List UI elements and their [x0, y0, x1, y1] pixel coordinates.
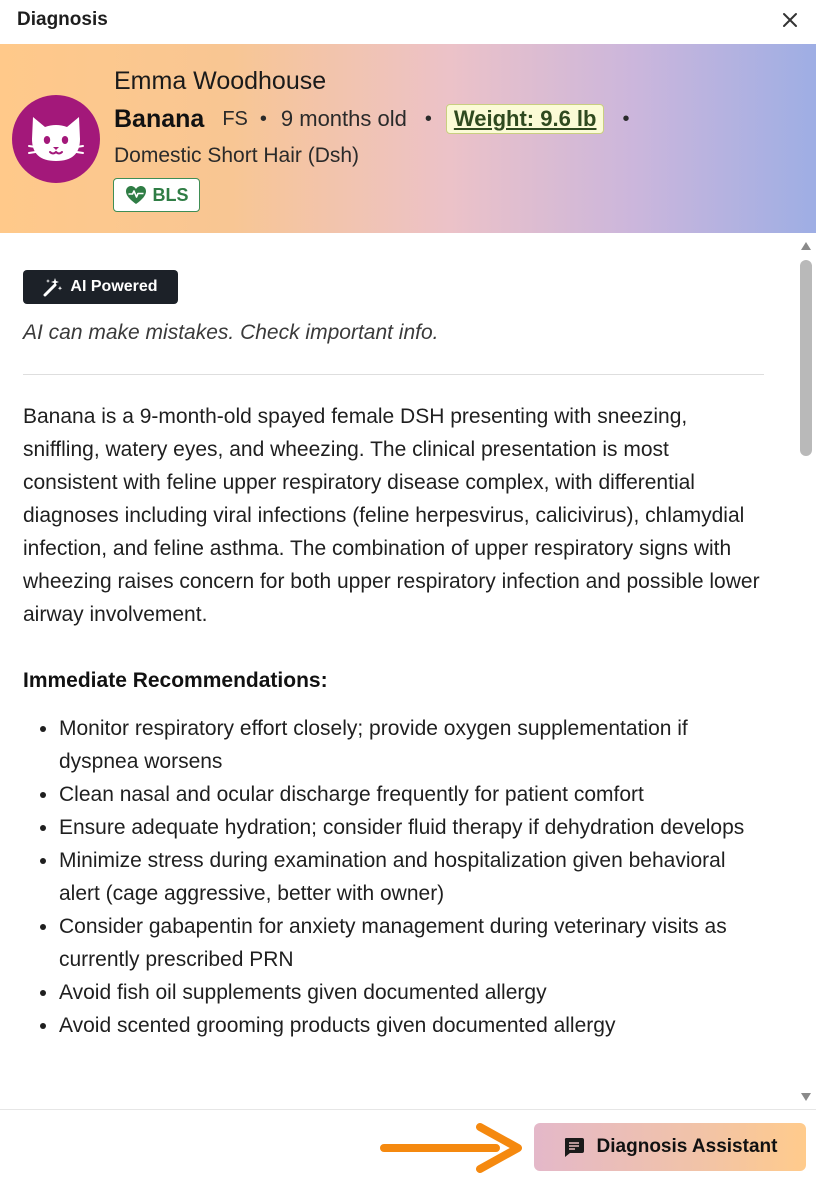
list-item: • Minimize stress during examination and hospitalization given behavioral alert (cage aggressive, better with owner)	[59, 844, 768, 910]
owner-name: Emma Woodhouse	[114, 67, 327, 95]
recommendations-heading: Immediate Recommendations:	[23, 669, 328, 692]
pet-breed: Domestic Short Hair (Dsh)	[114, 144, 360, 167]
diagnosis-assistant-label: Diagnosis Assistant	[596, 1136, 778, 1157]
scroll-down-arrow[interactable]	[801, 1093, 811, 1101]
pet-age: 9 months old	[280, 106, 407, 131]
diagnosis-assistant-button[interactable]	[534, 1123, 806, 1171]
separator-dot: •	[424, 107, 432, 130]
weight-badge[interactable]: Weight: 9.6 lb	[446, 104, 605, 134]
dialog-title: Diagnosis	[17, 9, 108, 30]
pet-sex: FS	[222, 107, 248, 130]
scrollbar-thumb[interactable]	[800, 260, 812, 456]
magic-wand-icon	[43, 277, 63, 297]
chat-message-icon	[563, 1136, 585, 1158]
close-icon	[782, 12, 798, 28]
cat-face-icon	[27, 113, 85, 165]
divider	[23, 374, 764, 375]
pointer-arrow-icon	[378, 1118, 528, 1174]
list-item: • Avoid scented grooming products given documented allergy	[59, 1009, 768, 1042]
ai-powered-label: AI Powered	[70, 278, 158, 295]
dialog-titlebar	[0, 0, 816, 44]
list-item: • Monitor respiratory effort closely; provide oxygen supplementation if dyspnea worsens	[59, 712, 768, 778]
separator-dot: •	[622, 107, 630, 130]
pet-info-row	[114, 102, 644, 136]
diagnosis-content	[0, 233, 796, 1103]
patient-avatar	[12, 95, 100, 183]
close-button[interactable]	[776, 6, 804, 34]
list-item: • Ensure adequate hydration; consider fluid therapy if dehydration develops	[59, 811, 768, 844]
scroll-up-arrow[interactable]	[801, 242, 811, 250]
patient-header	[0, 44, 816, 233]
heart-pulse-icon	[125, 185, 147, 205]
list-item: • Avoid fish oil supplements given documented allergy	[59, 976, 768, 1009]
bls-badge-label: BLS	[152, 184, 189, 205]
ai-powered-badge	[23, 270, 178, 304]
diagnosis-summary: Banana is a 9-month-old spayed female DSH presenting with sneezing, sniffling, watery eyes, and wheezing. The clinical presentation is most consistent with feline upper respiratory disease complex, with differential diagnoses including viral infections (feline herpesvirus, calicivirus), chlamydial infection, and feline asthma. The combination of upper respiratory signs with wheezing raises concern for both upper respiratory infection and possible lower airway involvement.	[23, 405, 760, 626]
content-scrollbar[interactable]	[796, 233, 816, 1109]
separator-dot: •	[259, 107, 267, 130]
pet-name: Banana	[114, 104, 205, 133]
list-item: • Consider gabapentin for anxiety management during veterinary visits as currently prescribed PRN	[59, 910, 768, 976]
list-item: • Clean nasal and ocular discharge frequently for patient comfort	[59, 778, 768, 811]
dialog-footer	[0, 1109, 816, 1177]
ai-disclaimer: AI can make mistakes. Check important info.	[23, 321, 439, 344]
bls-badge	[113, 178, 200, 212]
recommendations-list	[23, 712, 768, 1042]
